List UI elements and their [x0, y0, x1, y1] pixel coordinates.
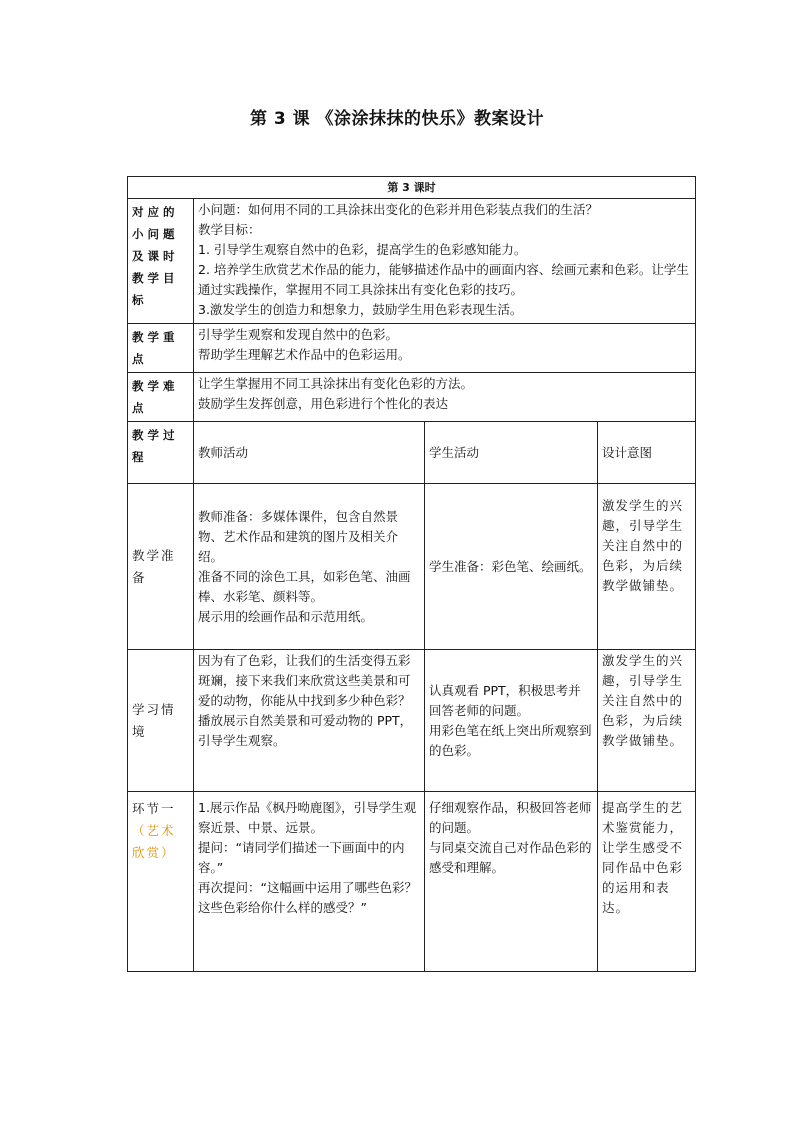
teacher-line: 再次提问：“这幅画中运用了哪些色彩？这些色彩给你什么样的感受？” — [198, 880, 417, 915]
lesson-header: 第 3 课时 — [128, 177, 696, 199]
key-points-row — [128, 324, 696, 373]
objectives-content — [194, 199, 696, 324]
teacher-activity — [194, 484, 425, 650]
student-line: 仔细观察作品，积极回答老师的问题。 — [429, 800, 592, 835]
objectives-line: 1. 引导学生观察自然中的色彩，提高学生的色彩感知能力。 — [198, 242, 527, 257]
col-student-header: 学生活动 — [425, 422, 598, 484]
page-title: 第 3 课 《涂涂抹抹的快乐》教案设计 — [249, 109, 545, 129]
objectives-line: 教学目标： — [198, 222, 261, 237]
teacher-line: 教师准备：多媒体课件，包含自然景物、艺术作品和建筑的图片及相关介绍。 — [198, 508, 399, 564]
stage-label: 教学准备 — [128, 484, 194, 650]
student-line: 认真观看 PPT，积极思考并回答老师的问题。 — [429, 682, 581, 718]
teacher-line: 1.展示作品《枫丹呦鹿图》，引导学生观察近景、中景、远景。 — [198, 800, 417, 835]
teacher-line: 因为有了色彩，让我们的生活变得五彩斑斓，接下来我们来欣赏这些美景和可爱的动物，你能从中找到多少种色彩？ — [198, 653, 411, 708]
key-points-line: 帮助学生理解艺术作品中的色彩运用。 — [198, 347, 411, 362]
process-header-row — [128, 422, 696, 484]
objectives-line: 2. 培养学生欣赏艺术作品的能力，能够描述作品中的画面内容、绘画元素和色彩。让学生通过实践操作，掌握用不同工具涂抹出有变化色彩的技巧。 — [198, 262, 689, 297]
table-row — [128, 792, 696, 972]
stage-label: 学习情境 — [128, 650, 194, 792]
teacher-line: 提问：“请同学们描述一下画面中的内容。” — [198, 840, 405, 875]
student-line: 与同桌交流自己对作品色彩的感受和理解。 — [429, 840, 592, 875]
objectives-row — [128, 199, 696, 324]
objectives-label: 对应的小问题及课时教学目标 — [128, 199, 194, 324]
stage-label: 环节一 — [132, 801, 176, 816]
process-label: 教学过程 — [128, 422, 194, 484]
objectives-line: 小问题：如何用不同的工具涂抹出变化的色彩并用色彩装点我们的生活？ — [198, 202, 599, 217]
design-intent: 激发学生的兴趣，引导学生关注自然中的色彩，为后续教学做铺垫。 — [598, 650, 696, 792]
teacher-line: 播放展示自然美景和可爱动物的 PPT，引导学生观察。 — [198, 713, 413, 748]
key-points-content — [194, 324, 696, 373]
teacher-line: 展示用的绘画作品和示范用纸。 — [198, 608, 374, 624]
student-line: 用彩色笔在纸上突出所观察到的色彩。 — [429, 722, 592, 758]
table-row — [128, 484, 696, 650]
student-activity — [425, 484, 598, 650]
teacher-activity — [194, 792, 425, 972]
difficulties-line: 鼓励学生发挥创意，用色彩进行个性化的表达 — [198, 396, 449, 411]
difficulties-content — [194, 373, 696, 422]
difficulties-line: 让学生掌握用不同工具涂抹出有变化色彩的方法。 — [198, 376, 474, 391]
difficulties-label: 教学难点 — [128, 373, 194, 422]
lesson-plan-table — [127, 176, 696, 972]
design-intent: 激发学生的兴趣，引导学生关注自然中的色彩，为后续教学做铺垫。 — [598, 484, 696, 650]
student-line: 学生准备：彩色笔、绘画纸。 — [429, 558, 592, 574]
col-intent-header: 设计意图 — [598, 422, 696, 484]
teacher-activity — [194, 650, 425, 792]
student-activity — [425, 650, 598, 792]
col-teacher-header: 教师活动 — [194, 422, 425, 484]
student-activity — [425, 792, 598, 972]
key-points-label: 教学重点 — [128, 324, 194, 373]
teacher-line: 准备不同的涂色工具，如彩色笔、油画棒、水彩笔、颜料等。 — [198, 568, 411, 604]
key-points-line: 引导学生观察和发现自然中的色彩。 — [198, 327, 399, 342]
objectives-line: 3.激发学生的创造力和想象力，鼓励学生用色彩表现生活。 — [198, 302, 523, 317]
difficulties-row — [128, 373, 696, 422]
design-intent: 提高学生的艺术鉴赏能力，让学生感受不同作品中色彩的运用和表达。 — [598, 792, 696, 972]
stage-cell — [128, 792, 194, 972]
table-row — [128, 650, 696, 792]
table-header-row — [128, 177, 696, 199]
stage-sub-label: （艺术欣赏） — [132, 823, 176, 860]
